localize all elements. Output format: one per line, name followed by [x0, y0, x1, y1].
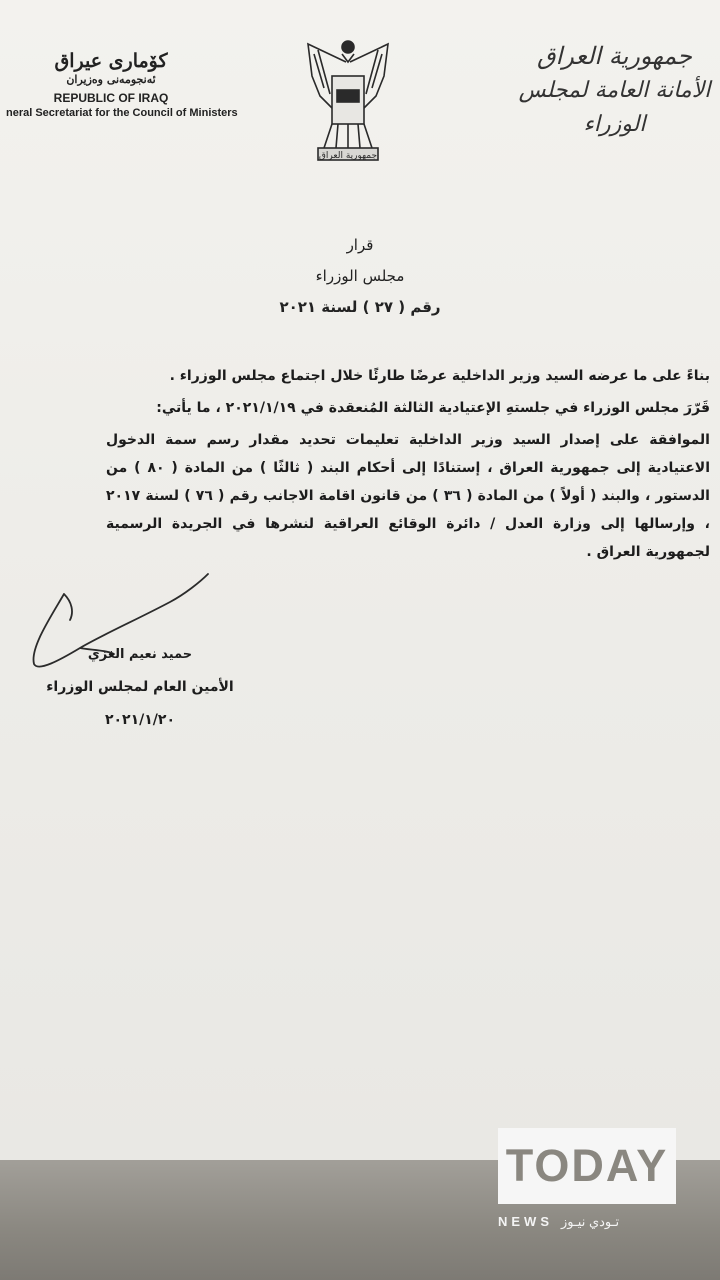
logo-news-label: NEWS	[498, 1214, 553, 1229]
letterhead-left	[6, 50, 238, 120]
today-news-subtitle	[498, 1210, 678, 1234]
body-paragraph-preamble: بناءً على ما عرضه السيد وزير الداخلية عرضًا طارئًا خلال اجتماع مجلس الوزراء .	[169, 368, 710, 384]
letterhead-arabic-title: جمهورية العراق	[536, 42, 693, 70]
body-paragraph-resolution: قَرّرَ مجلس الوزراء في جلستهِ الإعتيادية الثالثة المُنعقدة في ٢٠٢١/١/١٩ ، ما يأتي:	[156, 400, 710, 416]
signature-block	[40, 638, 240, 737]
decision-issuer: مجلس الوزراء	[315, 267, 405, 285]
decision-body	[106, 362, 710, 566]
signature-date: ٢٠٢١/١/٢٠	[104, 712, 176, 728]
today-news-logo: TODAY	[498, 1128, 676, 1204]
emblem-caption: جمهورية العراق	[318, 151, 378, 161]
decision-heading	[0, 230, 720, 323]
letterhead-kurdish-title: كۆماری عیراق	[54, 50, 168, 72]
letterhead-english-title: REPUBLIC OF IRAQ	[53, 91, 169, 105]
letterhead-right	[512, 38, 717, 142]
signatory-name: حميد نعيم الغزي	[87, 647, 193, 662]
iraq-coat-of-arms-eagle-icon	[302, 36, 394, 168]
logo-arabic-label: تـودي نيـوز	[561, 1214, 620, 1229]
decision-word: قرار	[346, 236, 374, 254]
letterhead-arabic-subtitle: الأمانة العامة لمجلس الوزراء	[518, 78, 711, 137]
letterhead-kurdish-subtitle: ئه‌نجومه‌نی وه‌زیران	[66, 73, 156, 86]
body-paragraph-approval: الموافقة على إصدار السيد وزير الداخلية تعليمات تحديد مقدار رسم سمة الدخول الاعتيادية إلى جمهورية العراق ، إستنادًا إلى أحكام البند ( ثالثًا ) من المادة ( ٨٠ ) من الدستور ، والبند ( أولاً ) من المادة ( ٣٦ ) من قانون اقامة الاجانب رقم ( ٧٦ ) لسنة ٢٠١٧ ، وإرسالها إلى وزارة العدل / دائرة الوقائع العراقية لنشرها في الجريدة الرسمية لجمهورية العراق .	[106, 432, 711, 560]
decision-number: رقم ( ٢٧ ) لسنة ٢٠٢١	[279, 298, 441, 316]
letterhead-english-subtitle: neral Secretariat for the Council of Ministers	[6, 107, 238, 119]
signatory-title: الأمين العام لمجلس الوزراء	[46, 679, 234, 695]
